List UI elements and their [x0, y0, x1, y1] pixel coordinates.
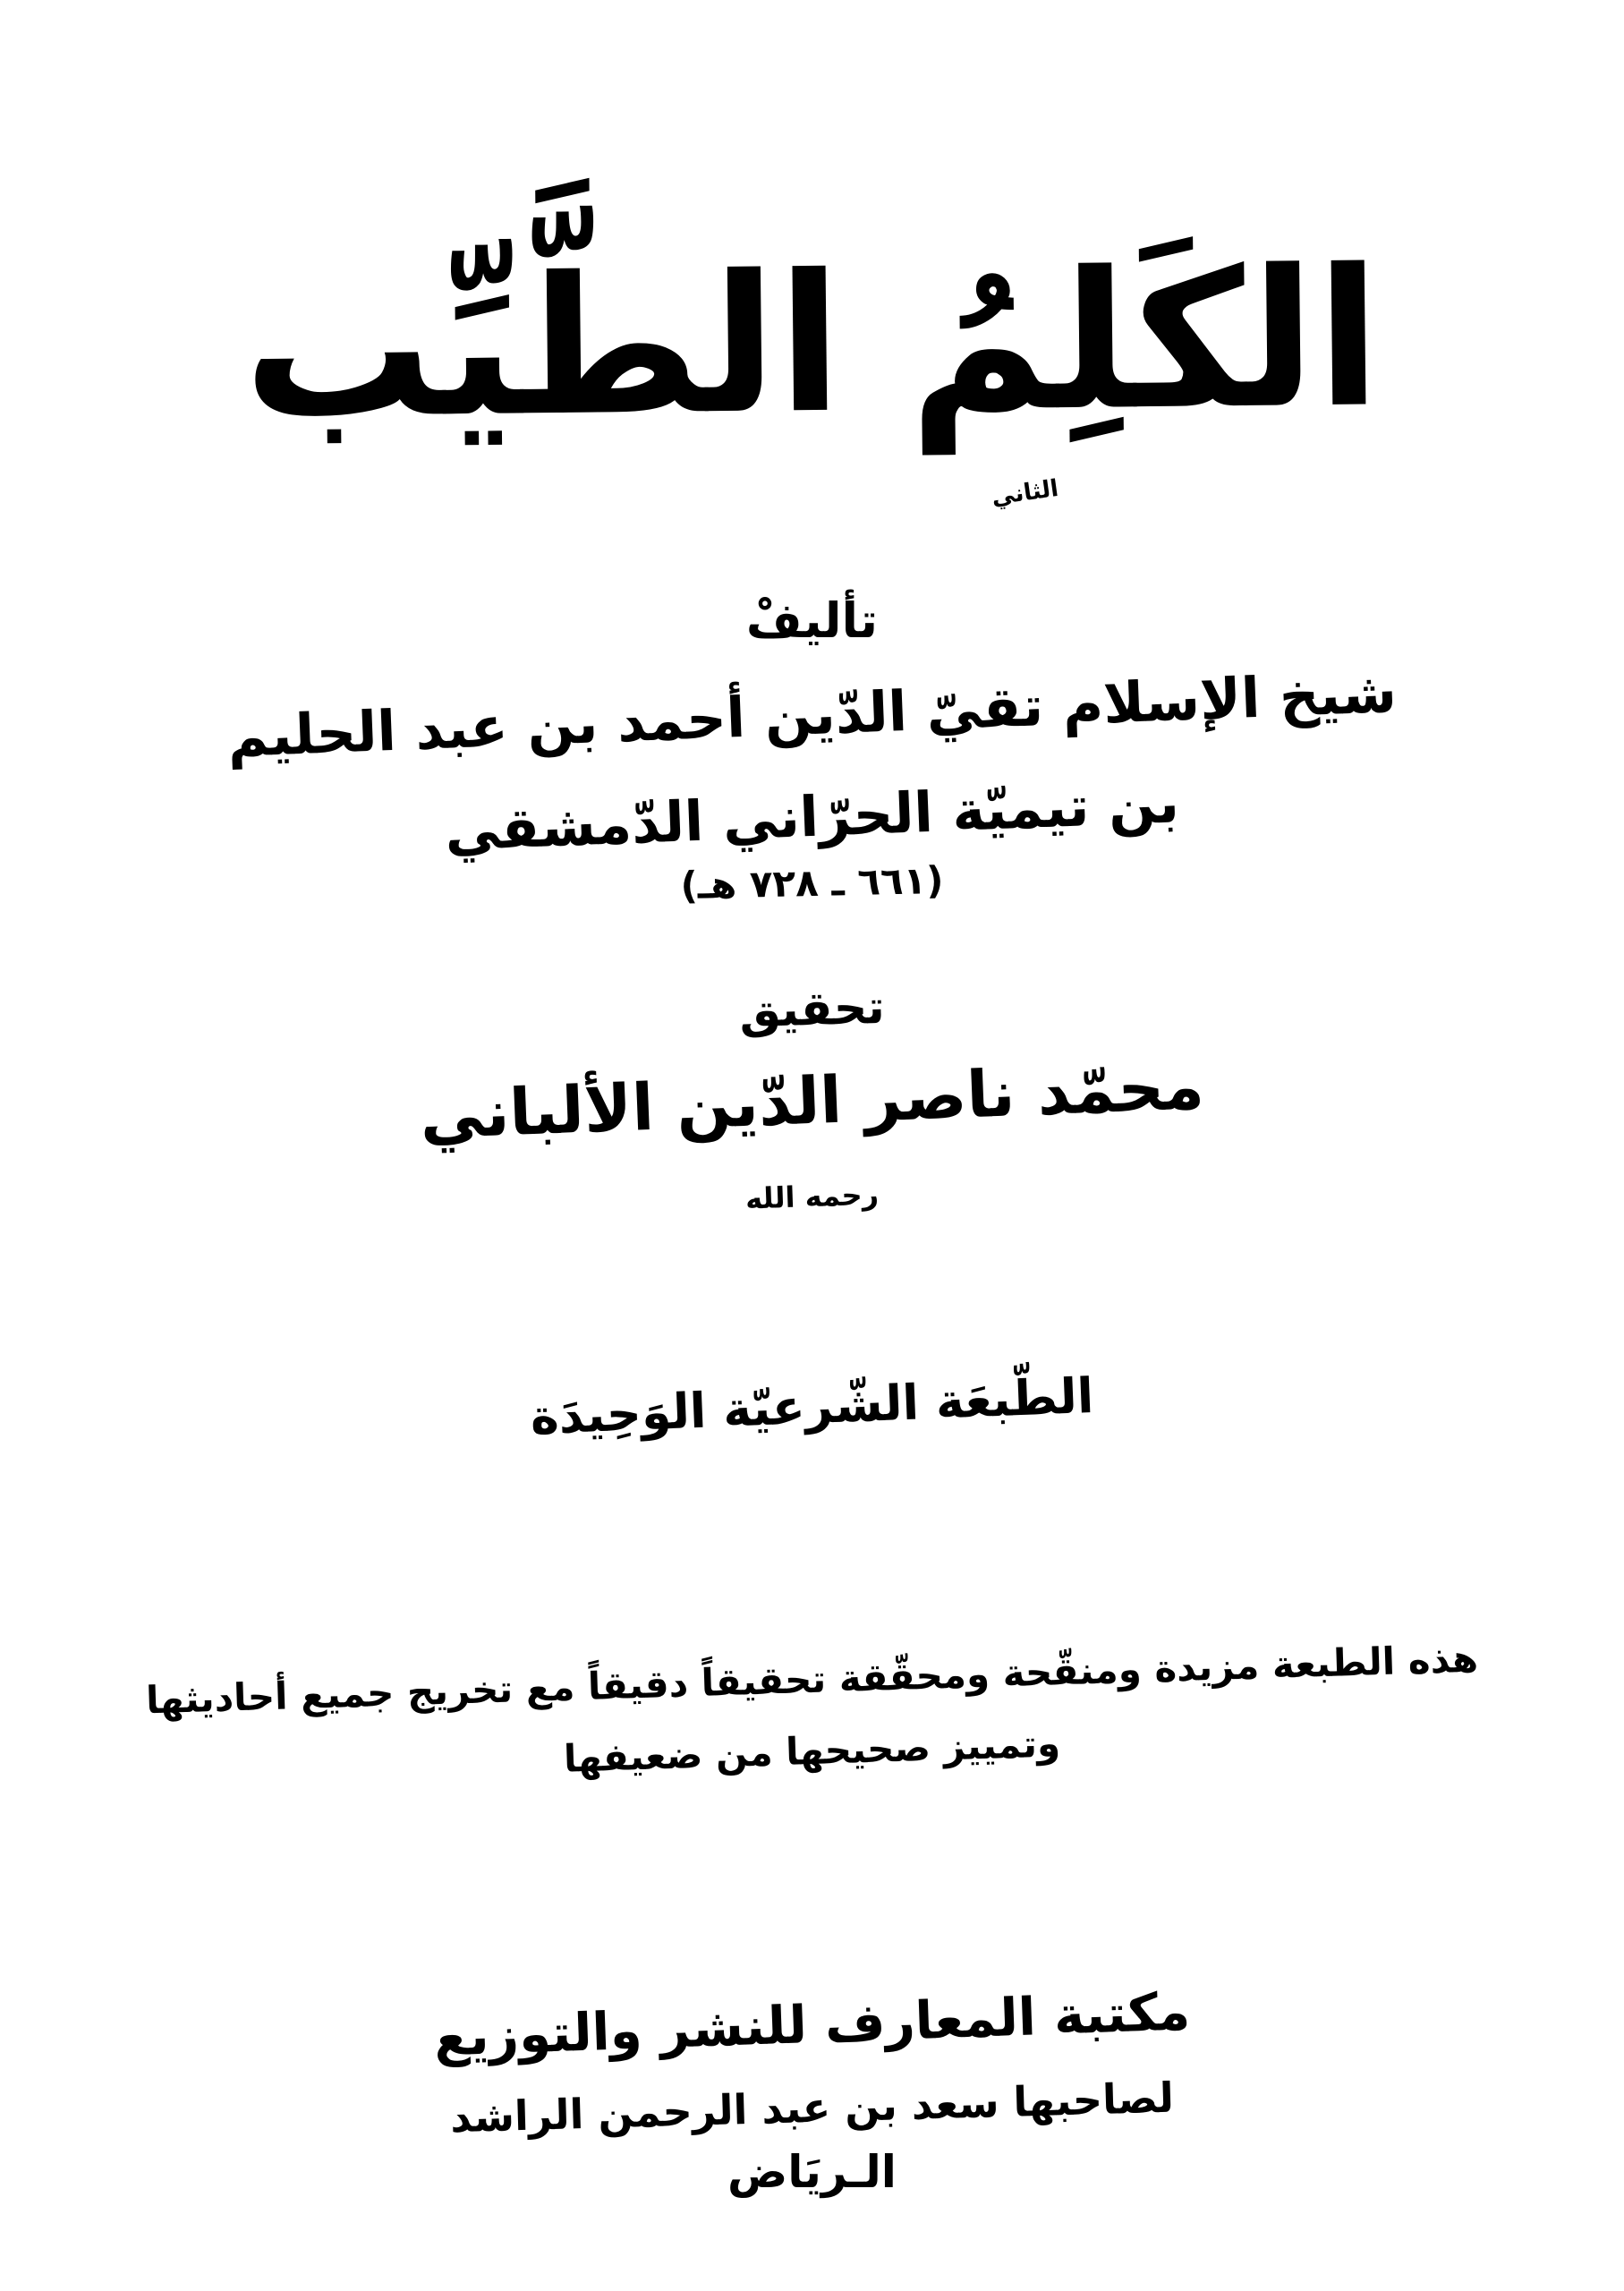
author-life-dates: (٦٦١ ـ ٧٢٨ هـ) — [680, 857, 944, 908]
publisher-name: مكتبة المعارف للنشر والتوزيع — [432, 1980, 1192, 2068]
edition-description-line2: وتمييز صحيحها من ضعيفها — [563, 1721, 1061, 1781]
edition-description-line1: هذه الطبعة مزيدة ومنقّحة ومحقّقة تحقيقاً دقيقاً مع تخريج جميع أحاديثها — [145, 1636, 1479, 1723]
editor-name: محمّد ناصر الدّين الألباني — [418, 1048, 1206, 1154]
edition-note: الطّبعَة الشّرعيّة الوَحِيدَة — [529, 1367, 1095, 1446]
publisher-owner: لصاحبها سعد بن عبد الرحمن الراشد — [449, 2073, 1175, 2142]
calligrapher-signature: الثاني — [990, 474, 1060, 512]
author-name-line2: بن تيميّة الحرّاني الدّمشقي — [443, 770, 1181, 864]
publisher-city: الـريَاض — [727, 2146, 897, 2198]
editor-blessing: رحمه الله — [744, 1177, 880, 1216]
authored-by-label: تأليفْ — [745, 592, 879, 649]
book-title: الكَلِمُ الطَّيِّب — [242, 227, 1382, 461]
edited-by-label: تحقيق — [738, 980, 886, 1039]
author-name-line1: شيخ الإسلام تقيّ الدّين أحمد بن عبد الحليم — [225, 659, 1399, 771]
